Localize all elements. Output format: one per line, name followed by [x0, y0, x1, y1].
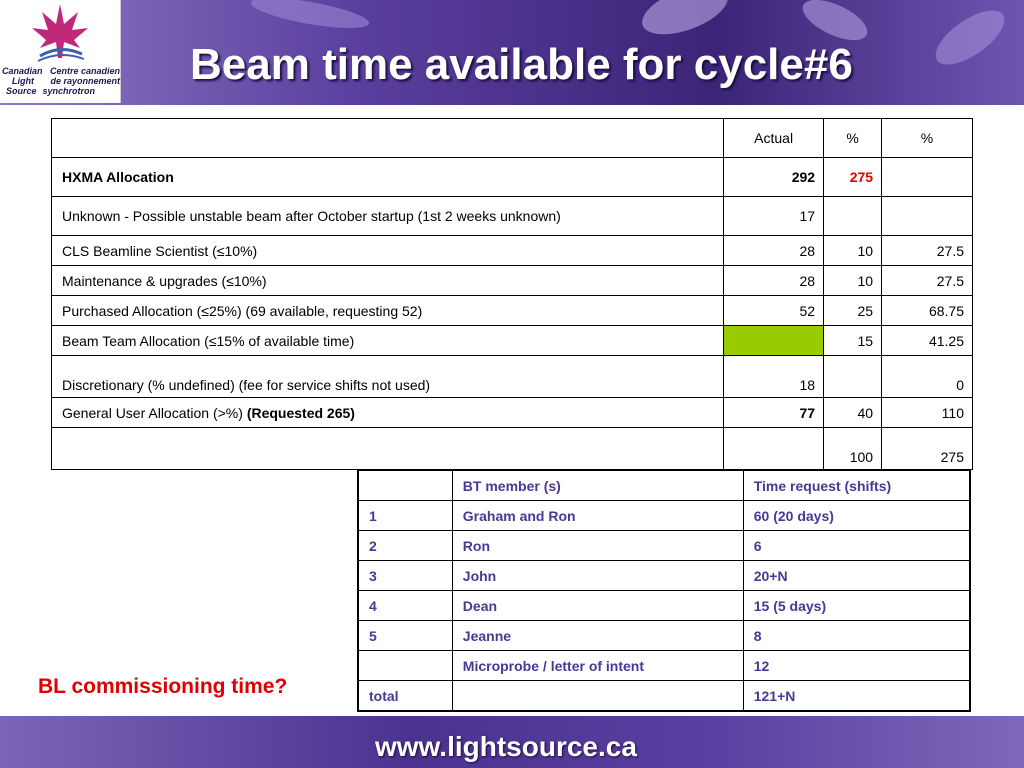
- bt-row: [358, 561, 970, 591]
- logo-line3-left: Source: [6, 86, 37, 96]
- bt-request: 6: [743, 531, 970, 561]
- table-row: [52, 236, 973, 266]
- table-header-row: [52, 119, 973, 158]
- row-label-text: General User Allocation (>%): [62, 404, 247, 421]
- bt-row: [358, 591, 970, 621]
- row-label: Maintenance & upgrades (≤10%): [52, 266, 724, 296]
- bt-member: Dean: [452, 591, 743, 621]
- row-label: Beam Team Allocation (≤15% of available time): [52, 326, 724, 356]
- bt-row: [358, 531, 970, 561]
- bt-num: [358, 651, 452, 681]
- row-pct2: 41.25: [882, 326, 973, 356]
- row-pct1: 10: [824, 236, 882, 266]
- bt-member: [452, 681, 743, 712]
- ribbon-decoration: [249, 0, 371, 34]
- row-actual: 28: [724, 236, 824, 266]
- row-label: Discretionary (% undefined) (fee for service shifts not used): [52, 356, 724, 398]
- row-actual: 18: [724, 356, 824, 398]
- logo-line2-left: Light: [12, 76, 34, 86]
- bt-header-num: [358, 470, 452, 501]
- row-pct2: [882, 197, 973, 236]
- header-label-cell: [52, 119, 724, 158]
- bt-total-row: [358, 681, 970, 712]
- row-pct2: 68.75: [882, 296, 973, 326]
- row-label: HXMA Allocation: [52, 158, 724, 197]
- row-pct1: 25: [824, 296, 882, 326]
- row-pct2: 27.5: [882, 236, 973, 266]
- page-title: Beam time available for cycle#6: [190, 40, 853, 89]
- row-pct1: [824, 197, 882, 236]
- table-row: [52, 326, 973, 356]
- table-row: [52, 158, 973, 197]
- row-actual-highlight: [724, 326, 824, 356]
- bt-member: Graham and Ron: [452, 501, 743, 531]
- bt-request: 121+N: [743, 681, 970, 712]
- bt-member: Microprobe / letter of intent: [452, 651, 743, 681]
- row-label: Unknown - Possible unstable beam after October startup (1st 2 weeks unknown): [52, 197, 724, 236]
- table-row: [52, 398, 973, 428]
- row-pct1: [824, 356, 882, 398]
- bt-member: Jeanne: [452, 621, 743, 651]
- ribbon-decoration: [636, 0, 734, 44]
- bt-row: [358, 651, 970, 681]
- bt-num: 1: [358, 501, 452, 531]
- header-pct2: %: [882, 119, 973, 158]
- row-pct2: 275: [882, 428, 973, 470]
- row-label: [52, 428, 724, 470]
- bt-num: 3: [358, 561, 452, 591]
- bt-member: John: [452, 561, 743, 591]
- row-pct1: 275: [824, 158, 882, 197]
- bt-request: 12: [743, 651, 970, 681]
- table-row: [52, 197, 973, 236]
- bt-num: 2: [358, 531, 452, 561]
- row-actual: 17: [724, 197, 824, 236]
- bt-num: 5: [358, 621, 452, 651]
- logo-line1-left: Canadian: [2, 66, 43, 76]
- logo-line3-right: synchrotron: [42, 86, 96, 96]
- row-pct2: 110: [882, 398, 973, 428]
- bt-member: Ron: [452, 531, 743, 561]
- bt-member-table: [357, 469, 971, 712]
- logo-line2-right: de rayonnement: [50, 76, 120, 86]
- table-row: [52, 428, 973, 470]
- row-label: Purchased Allocation (≤25%) (69 available, requesting 52): [52, 296, 724, 326]
- bt-num: 4: [358, 591, 452, 621]
- footer-url-link[interactable]: www.lightsource.ca: [375, 731, 637, 762]
- row-actual: 52: [724, 296, 824, 326]
- bt-row: [358, 501, 970, 531]
- logo-line1-right: Centre canadien: [49, 66, 120, 76]
- bt-header-request: Time request (shifts): [743, 470, 970, 501]
- row-pct1: 15: [824, 326, 882, 356]
- header-pct1: %: [824, 119, 882, 158]
- row-label-bold: (Requested 265): [246, 404, 355, 421]
- row-label: [52, 398, 724, 428]
- bt-request: 60 (20 days): [743, 501, 970, 531]
- bl-commissioning-note: BL commissioning time?: [38, 675, 288, 698]
- bt-header-member: BT member (s): [452, 470, 743, 501]
- table-row: [52, 266, 973, 296]
- cls-logo: [0, 0, 121, 103]
- row-label: CLS Beamline Scientist (≤10%): [52, 236, 724, 266]
- row-pct1: 100: [824, 428, 882, 470]
- bt-header-row: [358, 470, 970, 501]
- bt-request: 8: [743, 621, 970, 651]
- bt-request: 20+N: [743, 561, 970, 591]
- row-pct2: [882, 158, 973, 197]
- maple-leaf-icon: [0, 0, 120, 66]
- bt-request: 15 (5 days): [743, 591, 970, 621]
- ribbon-decoration: [927, 0, 1013, 75]
- bt-num: total: [358, 681, 452, 712]
- table-row: [52, 296, 973, 326]
- table-row: [52, 356, 973, 398]
- row-actual: [724, 428, 824, 470]
- row-actual: 28: [724, 266, 824, 296]
- row-pct1: 40: [824, 398, 882, 428]
- beam-time-table: [51, 118, 973, 470]
- row-pct2: 27.5: [882, 266, 973, 296]
- row-pct2: 0: [882, 356, 973, 398]
- bt-row: [358, 621, 970, 651]
- row-actual: 77: [724, 398, 824, 428]
- row-actual: 292: [724, 158, 824, 197]
- row-pct1: 10: [824, 266, 882, 296]
- header-actual: Actual: [724, 119, 824, 158]
